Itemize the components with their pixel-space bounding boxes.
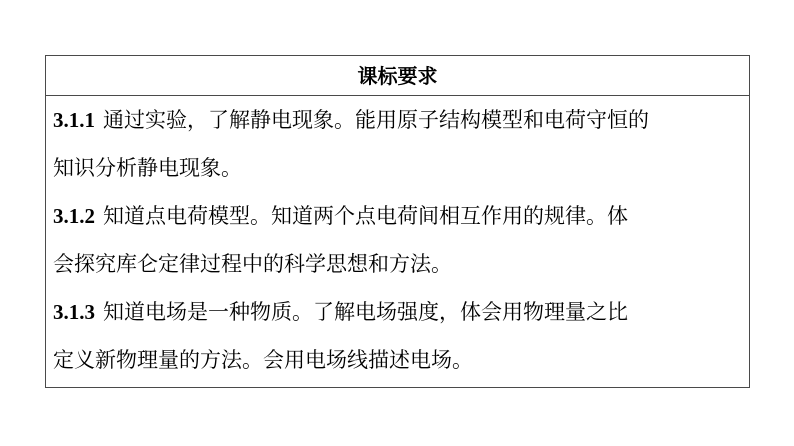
- item-number: 3.1.2: [53, 204, 95, 228]
- list-item-first-line: [53, 200, 743, 248]
- item-text: 知识分析静电现象。: [53, 156, 242, 180]
- item-number: 3.1.1: [53, 108, 95, 132]
- item-text: 定义新物理量的方法。会用电场线描述电场。: [53, 348, 473, 372]
- item-number: 3.1.3: [53, 300, 95, 324]
- list-item-continuation-line: [53, 152, 743, 200]
- item-text: 知道电场是一种物质。了解电场强度，体会用物理量之比: [103, 300, 628, 324]
- item-text: 会探究库仑定律过程中的科学思想和方法。: [53, 252, 452, 276]
- list-item-first-line: [53, 104, 743, 152]
- item-text: 通过实验，了解静电现象。能用原子结构模型和电荷守恒的: [103, 108, 649, 132]
- curriculum-standards-table: [45, 55, 750, 388]
- list-item-first-line: [53, 296, 743, 344]
- list-item-continuation-line: [53, 248, 743, 296]
- table-body: [53, 104, 743, 392]
- table-header: 课标要求: [46, 56, 749, 96]
- item-text: 知道点电荷模型。知道两个点电荷间相互作用的规律。体: [103, 204, 628, 228]
- list-item-continuation-line: [53, 344, 743, 392]
